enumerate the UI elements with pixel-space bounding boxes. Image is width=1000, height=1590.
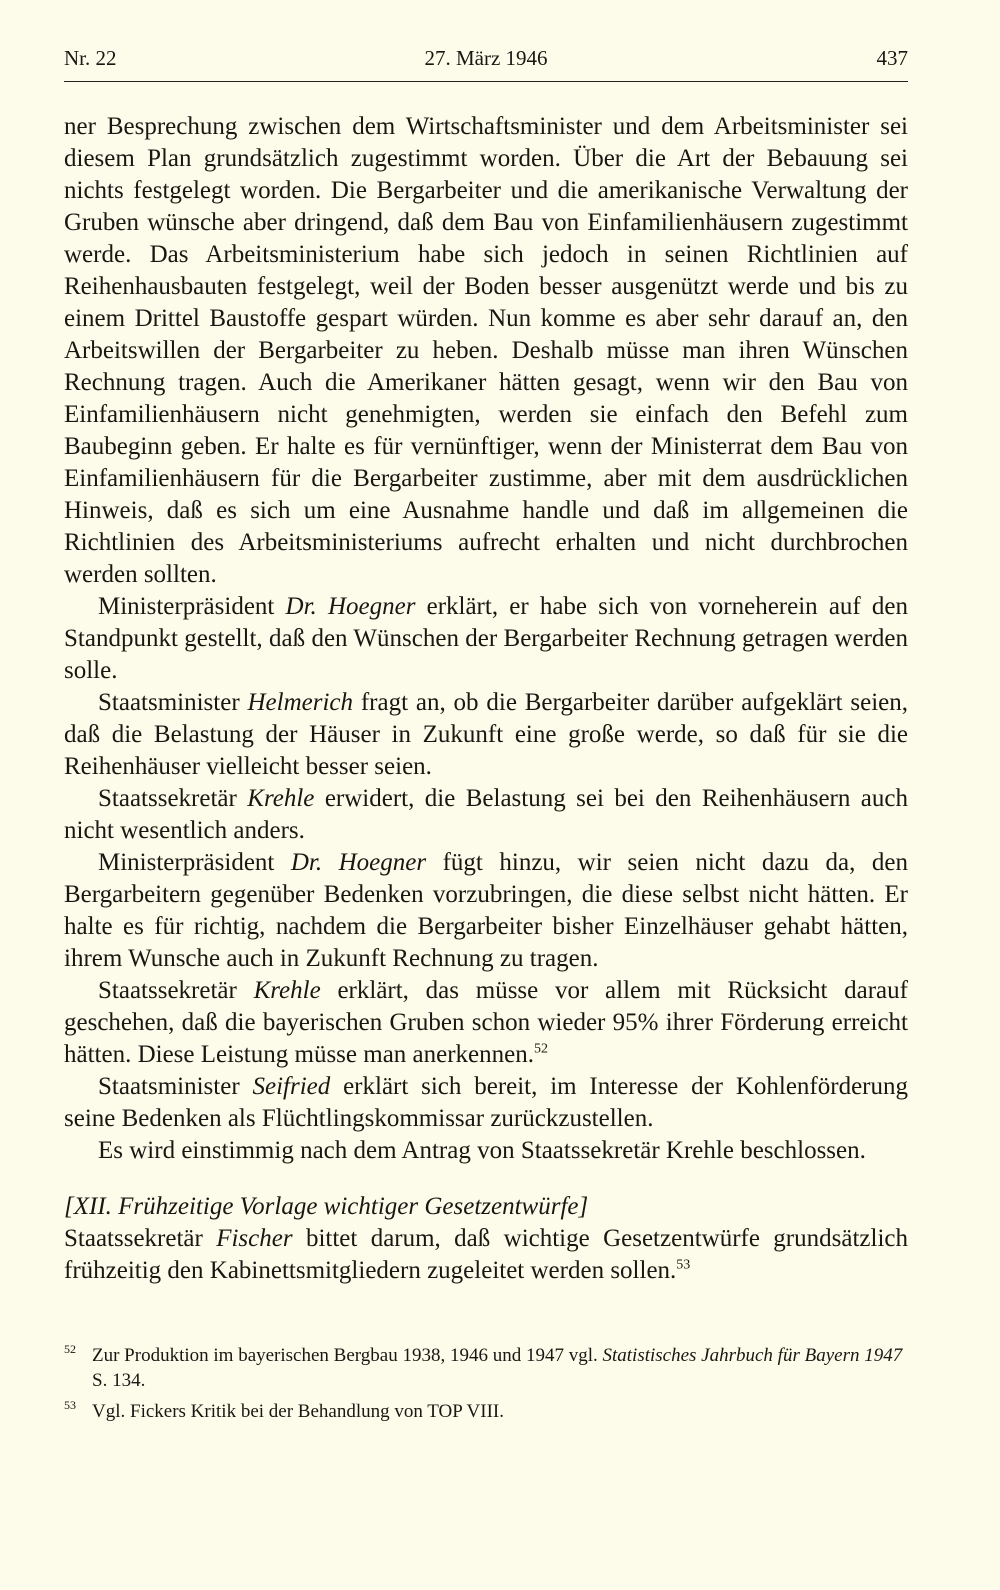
main-text — [64, 111, 908, 1287]
paragraph-text: erklärt, er habe sich von vorneherein auf den Standpunkt gestellt, daß den Wünschen der Bergarbeiter Rechnung getragen werden solle. — [64, 593, 908, 684]
speaker-title: Staatsminister — [98, 1073, 253, 1100]
speaker-title: Staatsminister — [98, 689, 248, 716]
footnote-ref[interactable]: 53 — [676, 1257, 691, 1273]
paragraph: Es wird einstimmig nach dem Antrag von Staatssekretär Krehle beschlossen. — [98, 1137, 866, 1164]
paragraph — [64, 847, 908, 975]
paragraph — [64, 687, 908, 783]
running-header — [64, 46, 908, 76]
section-heading: [XII. Frühzeitige Vorlage wichtiger Gesetzentwürfe] — [64, 1193, 589, 1220]
citation-title: Statistisches Jahrbuch für Bayern 1947 — [602, 1345, 903, 1366]
paragraph: ner Besprechung zwischen dem Wirtschaftsminister und dem Arbeitsminister sei diesem Plan grundsätzlich zugestimmt worden. Über die Art der Bebauung sei nichts festgelegt worden. Die Bergarbeiter und die amerikanische Verwaltung der Gruben wünsche aber dringend, daß dem Bau von Einfamilienhäusern zugestimmt werde. Das Arbeitsministerium habe sich jedoch in seinen Richtlinien auf Reihenhausbauten festgelegt, weil der Boden besser ausgenützt werde und bis zu einem Drittel Baustoffe gespart würden. Nun komme es aber sehr darauf an, den Arbeitswillen der Bergarbeiter zu heben. Deshalb müsse man ihren Wünschen Rechnung tragen. Auch die Amerikaner hätten gesagt, wenn wir den Bau von Einfamilienhäusern nicht genehmigten, werden sie einfach den Befehl zum Baubeginn geben. Er halte es für vernünftiger, wenn der Ministerrat dem Bau von Einfamilienhäusern für die Bergarbeiter zustimme, aber mit dem ausdrücklichen Hinweis, daß es sich um eine Ausnahme handle und daß im allgemeinen die Richtlinien des Arbeitsministeriums aufrecht erhalten und nicht durchbrochen werden sollten. — [64, 113, 908, 588]
paragraph-text: fügt hinzu, wir seien nicht dazu da, den Bergarbeitern gegenüber Bedenken vorzubringen, die diese selbst nicht hätten. Er halte es für richtig, nachdem die Bergarbeiter bisher Einzelhäuser gehabt hätten, ihrem Wunsche auch in Zukunft Rechnung zu tragen. — [64, 849, 908, 972]
footnote-number: 53 — [64, 1398, 76, 1412]
footnote-text-part: S. 134. — [92, 1370, 146, 1391]
speaker-name: Krehle — [247, 785, 315, 812]
footnote-text — [92, 1399, 504, 1424]
speaker-name: Dr. Hoegner — [290, 849, 427, 876]
paragraph-text: bittet darum, daß wichtige Gesetzentwürfe grundsätzlich frühzeitig den Kabinettsmitgliedern zugeleitet werden sollen. — [64, 1225, 908, 1284]
paragraph — [64, 591, 908, 687]
speaker-name: Seifried — [252, 1073, 331, 1100]
footnote-text-part: Vgl. Fickers Kritik bei der Behandlung von TOP VIII. — [92, 1401, 504, 1422]
footnote — [64, 1343, 908, 1393]
paragraph-text: erklärt sich bereit, im Interesse der Kohlenförderung seine Bedenken als Flüchtlingskommissar zurückzustellen. — [64, 1073, 908, 1132]
speaker-title: Staatssekretär — [98, 785, 248, 812]
footnote — [64, 1399, 908, 1424]
speaker-name: Helmerich — [247, 689, 354, 716]
header-date: 27. März 1946 — [424, 46, 548, 70]
paragraph-text: fragt an, ob die Bergarbeiter darüber aufgeklärt seien, daß die Belastung der Häuser in Zukunft eine große werde, so daß für sie die Reihenhäuser vielleicht besser seien. — [64, 689, 908, 780]
footnote-text-part: Zur Produktion im bayerischen Bergbau 1938, 1946 und 1947 vgl. — [92, 1345, 603, 1366]
paragraph — [64, 783, 908, 847]
speaker-title: Ministerpräsident — [98, 849, 291, 876]
speaker-name: Fischer — [216, 1225, 293, 1252]
footnote-number: 52 — [64, 1342, 76, 1356]
header-rule — [64, 81, 908, 82]
footnote-text — [92, 1343, 908, 1393]
footnotes — [64, 1343, 908, 1430]
speaker-title: Ministerpräsident — [98, 593, 286, 620]
speaker-title: Staatssekretär — [98, 977, 254, 1004]
issue-number: Nr. 22 — [64, 46, 117, 70]
speaker-title: Staatssekretär — [64, 1225, 217, 1252]
paragraph — [64, 975, 908, 1071]
footnote-ref[interactable]: 52 — [534, 1041, 548, 1057]
paragraph-text: erklärt, das müsse vor allem mit Rücksicht darauf geschehen, daß die bayerischen Gruben schon wieder 95% ihrer Förderung erreicht hätten. Diese Leistung müsse man anerkennen. — [64, 977, 908, 1068]
paragraph — [64, 1223, 908, 1287]
paragraph-text: erwidert, die Belastung sei bei den Reihenhäusern auch nicht wesentlich anders. — [64, 785, 908, 844]
speaker-name: Dr. Hoegner — [285, 593, 416, 620]
paragraph — [64, 1071, 908, 1135]
page-number: 437 — [876, 46, 908, 70]
speaker-name: Krehle — [253, 977, 321, 1004]
